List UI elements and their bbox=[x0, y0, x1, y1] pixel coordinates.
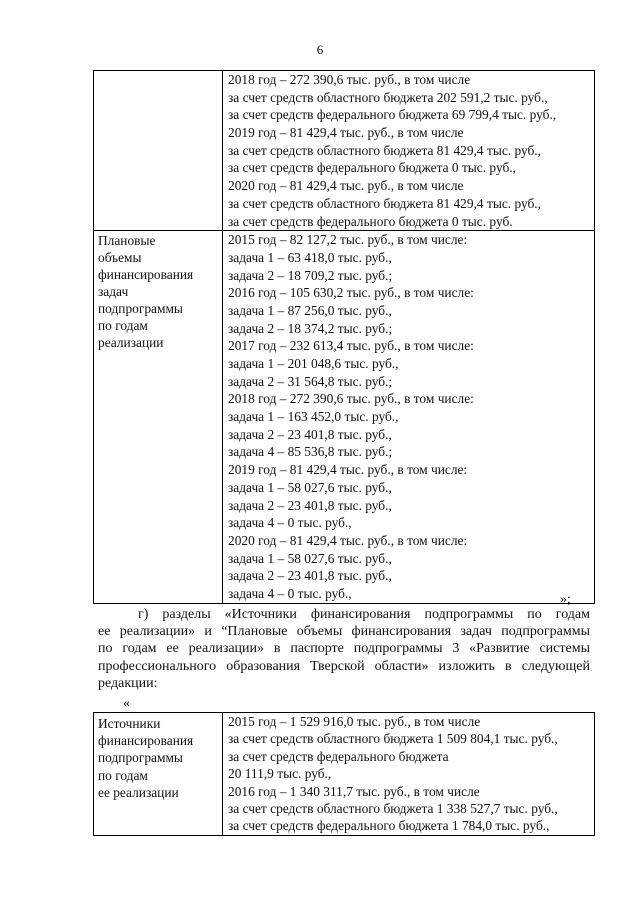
text-line: 2016 год – 105 630,2 тыс. руб., в том числе: bbox=[228, 285, 474, 301]
text-line: за счет средств областного бюджета 81 429,4 тыс. руб., bbox=[228, 142, 541, 158]
text-line: задача 2 – 18 709,2 тыс. руб.; bbox=[228, 267, 393, 283]
row-value-lines bbox=[228, 71, 594, 230]
text-line: г) разделы «Источники финансирования подпрограммы по годам bbox=[138, 607, 590, 622]
text-line: 2020 год – 81 429,4 тыс. руб., в том числе bbox=[228, 178, 464, 194]
text-line: по годам bbox=[98, 318, 148, 334]
text-line: профессионального образования Тверской области» изложить в следующей bbox=[98, 658, 590, 674]
financing-table-bottom bbox=[93, 712, 595, 836]
text-line: за счет средств федерального бюджета 0 тыс. руб. bbox=[228, 213, 513, 229]
row-label-cell bbox=[94, 231, 223, 603]
table-row bbox=[94, 713, 595, 836]
text-line: финансирования bbox=[98, 267, 194, 283]
text-line: 2017 год – 232 613,4 тыс. руб., в том числе: bbox=[228, 338, 474, 354]
text-line: задача 1 – 58 027,6 тыс. руб., bbox=[228, 550, 392, 566]
row-value-cell bbox=[223, 231, 595, 603]
text-line: ее реализации» и “Плановые объемы финансирования задач подпрограммы bbox=[98, 624, 590, 640]
text-line: задача 2 – 23 401,8 тыс. руб., bbox=[228, 497, 392, 513]
text-line: объемы bbox=[98, 250, 142, 266]
text-line: за счет средств областного бюджета 1 338 527,7 тыс. руб., bbox=[228, 800, 558, 816]
text-line: задача 2 – 23 401,8 тыс. руб., bbox=[228, 568, 392, 584]
text-line: 2020 год – 81 429,4 тыс. руб., в том числе: bbox=[228, 532, 468, 548]
row-value-lines bbox=[228, 231, 594, 602]
text-line: задач bbox=[98, 284, 129, 300]
text-line: задача 2 – 23 401,8 тыс. руб., bbox=[228, 426, 392, 442]
table-row bbox=[94, 231, 595, 603]
text-line: финансирования bbox=[98, 733, 194, 749]
text-line: 20 111,9 тыс. руб., bbox=[228, 766, 332, 782]
row-value-lines bbox=[228, 713, 594, 835]
text-line: за счет средств федерального бюджета 0 тыс. руб., bbox=[228, 160, 516, 176]
opening-quote: « bbox=[123, 696, 130, 711]
text-line: реализации bbox=[98, 335, 164, 351]
text-line: за счет средств областного бюджета 1 509 804,1 тыс. руб., bbox=[228, 731, 558, 747]
text-line: задача 1 – 163 452,0 тыс. руб., bbox=[228, 409, 399, 425]
text-line: задача 4 – 0 тыс. руб., bbox=[228, 585, 352, 601]
closing-quote: »; bbox=[560, 592, 571, 607]
text-line: за счет средств областного бюджета 81 429,4 тыс. руб., bbox=[228, 195, 541, 211]
row-label bbox=[98, 232, 220, 351]
text-line: 2015 год – 1 529 916,0 тыс. руб., в том числе bbox=[228, 714, 481, 729]
amendment-paragraph bbox=[98, 606, 590, 692]
text-line: ее реализации bbox=[98, 784, 179, 800]
text-line: подпрограммы bbox=[98, 750, 183, 766]
text-line: Плановые bbox=[98, 233, 156, 249]
row-label-cell bbox=[94, 71, 223, 231]
row-label-cell bbox=[94, 713, 223, 836]
text-line: задача 1 – 87 256,0 тыс. руб., bbox=[228, 302, 392, 318]
text-line: подпрограммы bbox=[98, 301, 183, 317]
row-value-cell bbox=[223, 713, 595, 836]
text-line: 2018 год – 272 390,6 тыс. руб., в том числе: bbox=[228, 391, 474, 407]
row-value-cell bbox=[223, 71, 595, 231]
text-line: 2018 год – 272 390,6 тыс. руб., в том числе bbox=[228, 72, 471, 87]
text-line: за счет средств областного бюджета 202 591,2 тыс. руб., bbox=[228, 89, 548, 105]
text-line: 2019 год – 81 429,4 тыс. руб., в том числе: bbox=[228, 462, 468, 478]
text-line: задача 4 – 0 тыс. руб., bbox=[228, 515, 352, 531]
text-line: 2016 год – 1 340 311,7 тыс. руб., в том числе bbox=[228, 783, 480, 799]
text-line: задача 1 – 63 418,0 тыс. руб., bbox=[228, 249, 392, 265]
text-line: за счет средств федерального бюджета bbox=[228, 748, 449, 764]
text-line: задача 1 – 201 048,6 тыс. руб., bbox=[228, 356, 399, 371]
text-line: задача 4 – 85 536,8 тыс. руб.; bbox=[228, 444, 393, 460]
text-line: задача 2 – 18 374,2 тыс. руб.; bbox=[228, 320, 393, 336]
text-line: 2019 год – 81 429,4 тыс. руб., в том числе bbox=[228, 125, 464, 141]
text-line: задача 1 – 58 027,6 тыс. руб., bbox=[228, 479, 392, 495]
text-line: задача 2 – 31 564,8 тыс. руб.; bbox=[228, 373, 393, 389]
text-line: редакции: bbox=[98, 675, 158, 691]
financing-table-top bbox=[93, 70, 595, 604]
text-line: 2015 год – 82 127,2 тыс. руб., в том числе: bbox=[228, 232, 468, 248]
text-line: Источники bbox=[98, 716, 161, 731]
text-line: за счет средств федерального бюджета 1 784,0 тыс. руб., bbox=[228, 818, 550, 834]
table-row bbox=[94, 71, 595, 231]
row-label bbox=[98, 715, 220, 801]
text-line: за счет средств федерального бюджета 69 799,4 тыс. руб., bbox=[228, 107, 557, 123]
text-line: по годам bbox=[98, 767, 148, 783]
text-line: по годам ее реализации» в паспорте подпрограммы 3 «Развитие системы bbox=[98, 641, 590, 657]
page-number: 6 bbox=[316, 42, 324, 57]
